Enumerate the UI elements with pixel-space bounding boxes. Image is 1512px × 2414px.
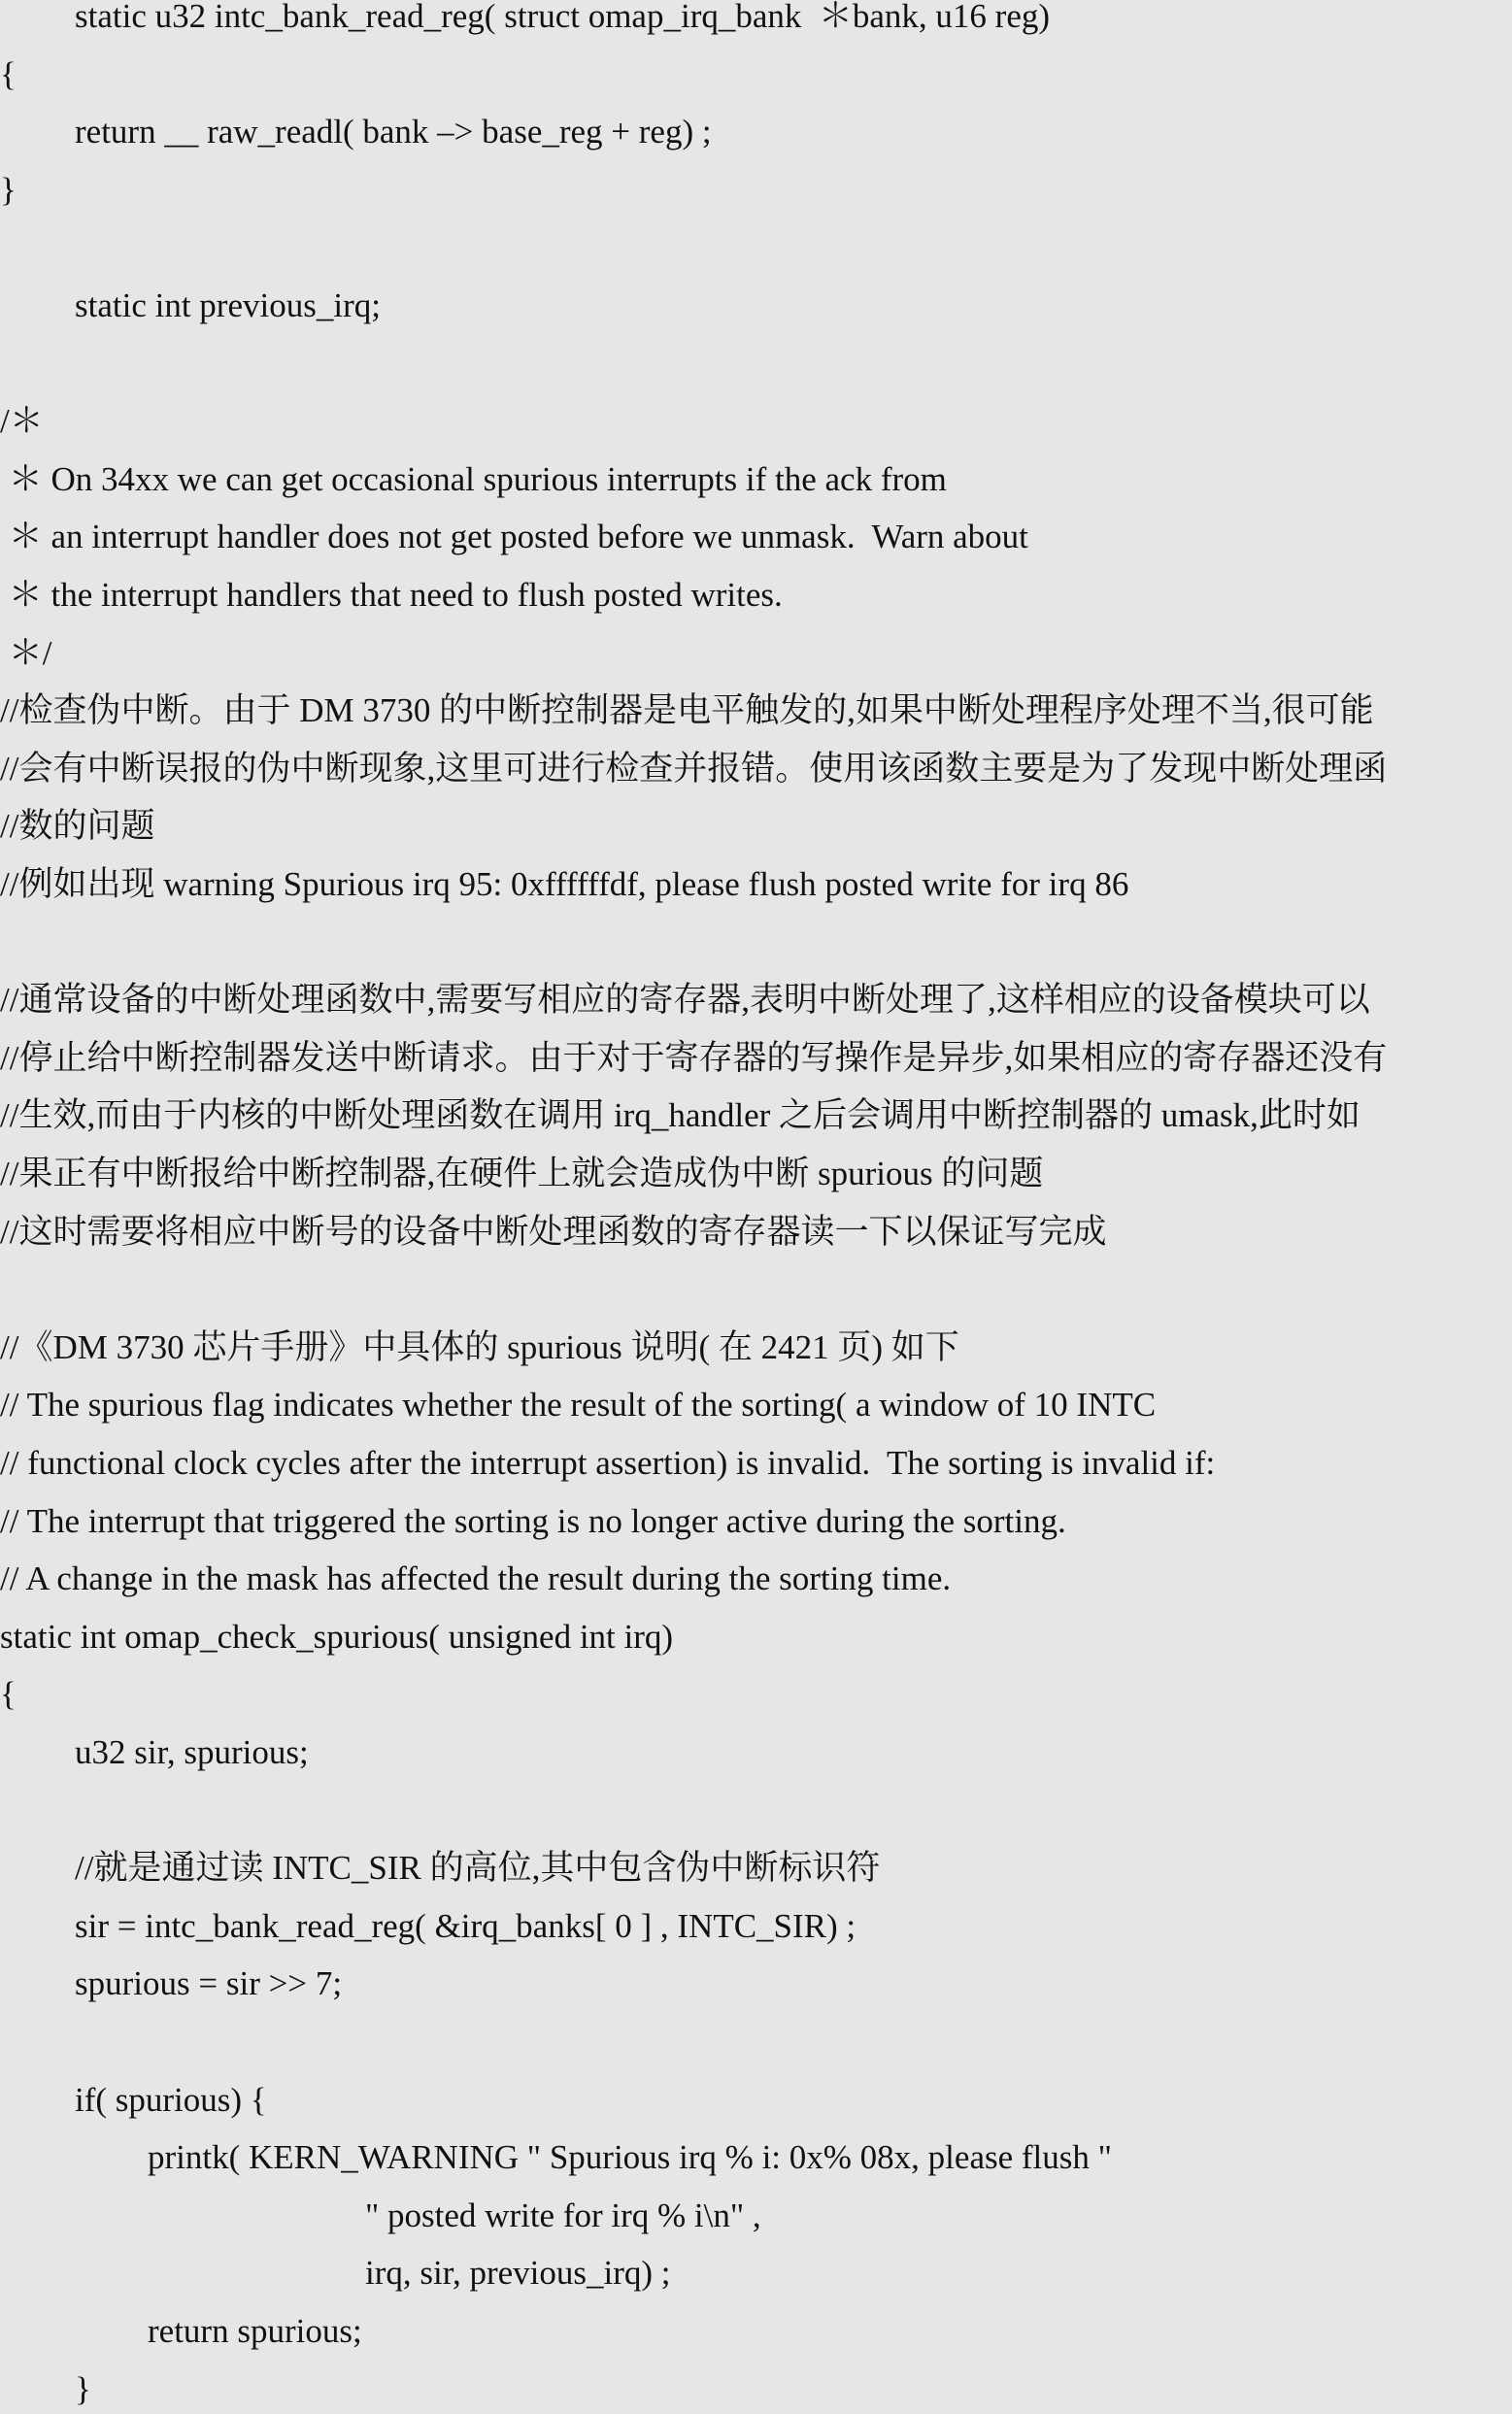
code-line: sir = intc_bank_read_reg( &irq_banks[ 0 ] , INTC_SIR) ; [75, 1906, 857, 1945]
code-line: //就是通过读 INTC_SIR 的高位,其中包含伪中断标识符 [75, 1849, 881, 1888]
code-line: // The interrupt that triggered the sorting is no longer active during the sorting. [0, 1501, 1066, 1540]
code-line: //《DM 3730 芯片手册》中具体的 spurious 说明( 在 2421 页) 如下 [0, 1327, 959, 1366]
code-line: //数的问题 [0, 807, 155, 846]
code-line: //这时需要将相应中断号的设备中断处理函数的寄存器读一下以保证写完成 [0, 1212, 1107, 1251]
code-line: } [75, 2369, 91, 2408]
code-line: static int previous_irq; [75, 286, 381, 324]
code-line: " posted write for irq % i\n" , [365, 2196, 761, 2234]
code-line: static u32 intc_bank_read_reg( struct omap_irq_bank ＊bank, u16 reg) [75, 0, 1051, 35]
code-line: ＊ On 34xx we can get occasional spurious interrupts if the ack from [0, 459, 947, 498]
code-line: //果正有中断报给中断控制器,在硬件上就会造成伪中断 spurious 的问题 [0, 1155, 1044, 1192]
code-line: ＊ an interrupt handler does not get posted before we unmask. Warn about [0, 518, 1028, 556]
code-line: return spurious; [148, 2312, 362, 2350]
code-line: //停止给中断控制器发送中断请求。由于对于寄存器的写操作是异步,如果相应的寄存器还没有 [0, 1038, 1388, 1077]
code-line: spurious = sir >> 7; [75, 1964, 343, 2003]
code-line: printk( KERN_WARNING " Spurious irq % i: 0x% 08x, please flush " [148, 2138, 1112, 2177]
code-line: // functional clock cycles after the interrupt assertion) is invalid. The sorting is invalid if: [0, 1444, 1216, 1482]
code-line: static int omap_check_spurious( unsigned int irq) [0, 1617, 674, 1656]
code-line: { [0, 1675, 17, 1714]
code-line: // A change in the mask has affected the result during the sorting time. [0, 1559, 952, 1598]
code-line: return __ raw_readl( bank –> base_reg + reg) ; [75, 113, 712, 151]
code-line: ＊/ [0, 633, 52, 672]
code-line: //通常设备的中断处理函数中,需要写相应的寄存器,表明中断处理了,这样相应的设备模块可以 [0, 981, 1370, 1020]
code-line: //会有中断误报的伪中断现象,这里可进行检查并报错。使用该函数主要是为了发现中断处理函 [0, 749, 1388, 788]
code-line: ＊ the interrupt handlers that need to flush posted writes. [0, 576, 783, 614]
code-line: u32 sir, spurious; [75, 1733, 309, 1771]
code-line: } [0, 170, 17, 209]
code-line: // The spurious flag indicates whether the result of the sorting( a window of 10 INTC [0, 1386, 1157, 1425]
code-line: if( spurious) { [75, 2080, 267, 2119]
code-line: /＊ [0, 402, 44, 441]
code-line: //生效,而由于内核的中断处理函数在调用 irq_handler 之后会调用中断控制器的 umask,此时如 [0, 1096, 1361, 1135]
code-line: irq, sir, previous_irq) ; [365, 2254, 671, 2293]
code-line: { [0, 54, 17, 93]
code-line: //检查伪中断。由于 DM 3730 的中断控制器是电平触发的,如果中断处理程序处理不当,很可能 [0, 691, 1374, 730]
code-line: //例如出现 warning Spurious irq 95: 0xffffffdf, please flush posted write for irq 86 [0, 865, 1129, 903]
